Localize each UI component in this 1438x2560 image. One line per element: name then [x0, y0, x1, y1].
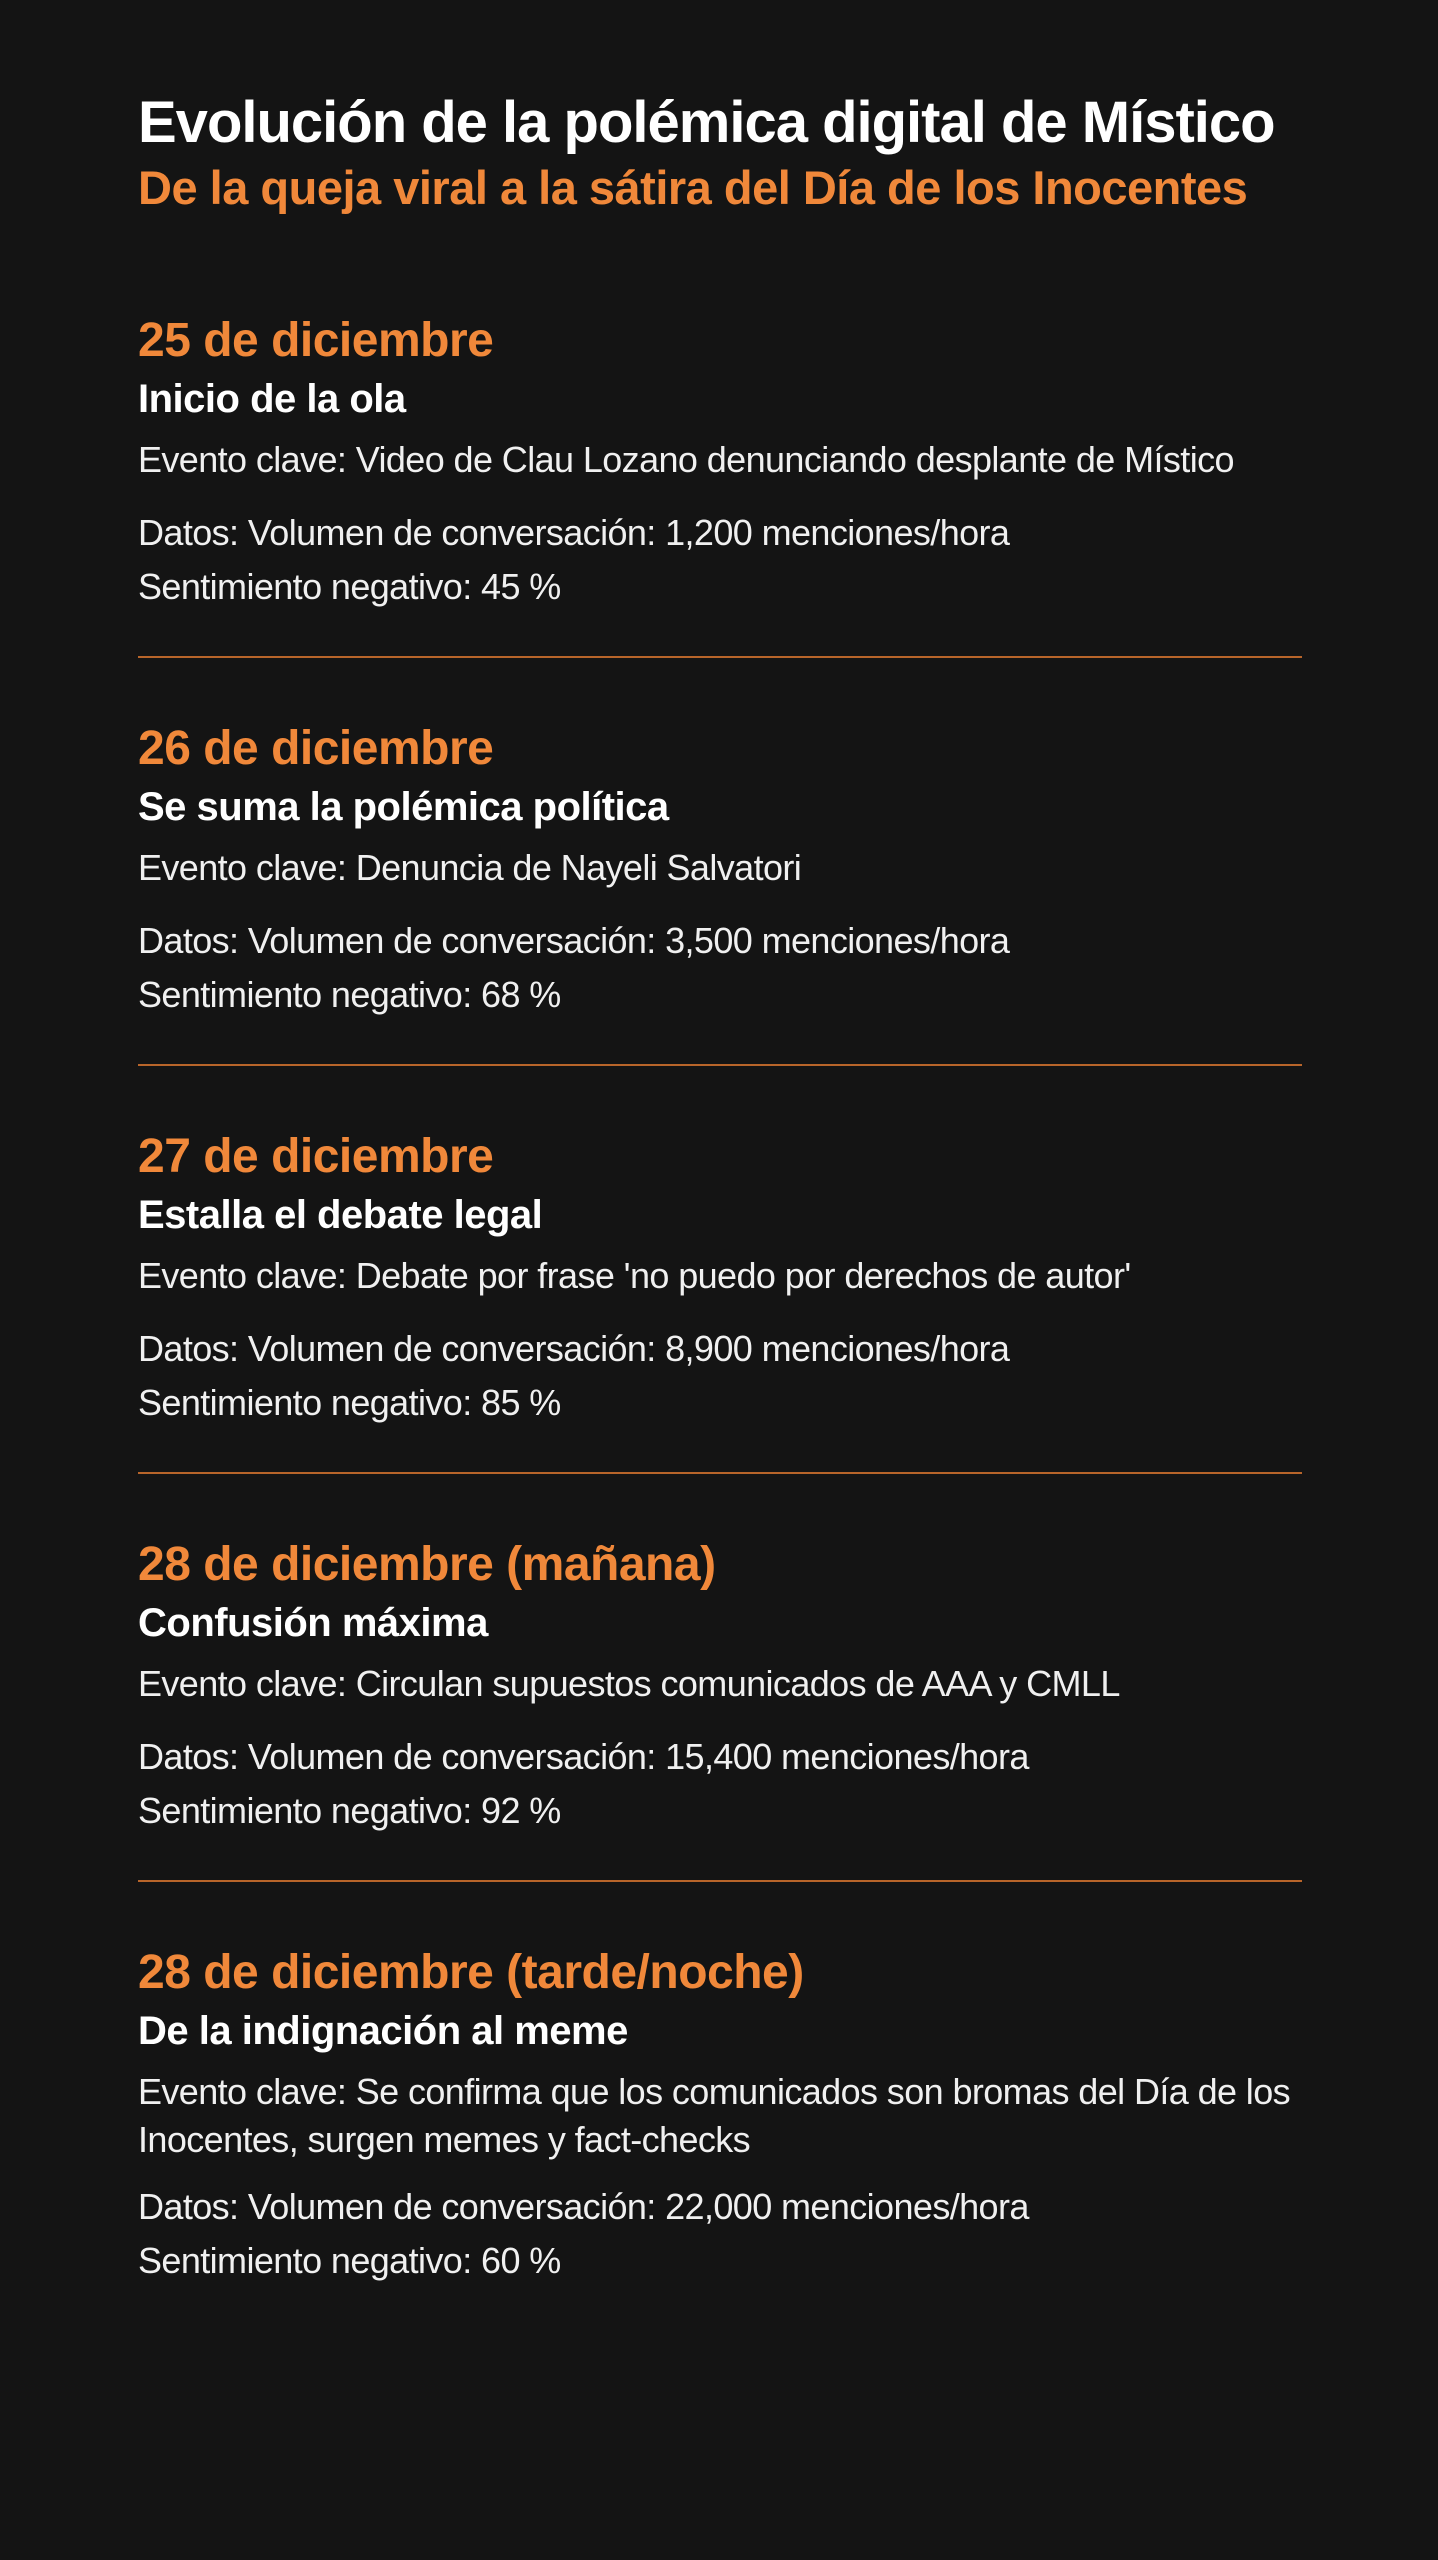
entry-date: 28 de diciembre (mañana)	[138, 1538, 716, 1591]
entry-data	[138, 2180, 1302, 2288]
entry-data	[138, 1322, 1302, 1430]
entry-volume: Datos: Volumen de conversación: 15,400 menciones/hora	[138, 1736, 1029, 1777]
timeline-entry-dec-28-evening	[138, 1944, 1302, 2288]
entry-key-event: Evento clave: Video de Clau Lozano denunciando desplante de Místico	[138, 439, 1234, 480]
timeline-divider	[138, 1472, 1302, 1474]
entry-volume: Datos: Volumen de conversación: 22,000 menciones/hora	[138, 2186, 1029, 2227]
entry-date: 27 de diciembre	[138, 1130, 494, 1183]
entry-headline: Inicio de la ola	[138, 377, 406, 421]
entry-volume: Datos: Volumen de conversación: 3,500 menciones/hora	[138, 920, 1010, 961]
entry-sentiment: Sentimiento negativo: 68 %	[138, 974, 561, 1015]
entry-volume: Datos: Volumen de conversación: 1,200 menciones/hora	[138, 512, 1010, 553]
entry-sentiment: Sentimiento negativo: 85 %	[138, 1382, 561, 1423]
entry-headline: Se suma la polémica política	[138, 785, 669, 829]
timeline-entry-dec-25	[138, 312, 1302, 656]
entry-sentiment: Sentimiento negativo: 60 %	[138, 2240, 561, 2281]
entry-date: 25 de diciembre	[138, 314, 494, 367]
timeline-divider	[138, 1064, 1302, 1066]
entry-date: 28 de diciembre (tarde/noche)	[138, 1946, 804, 1999]
timeline-divider	[138, 656, 1302, 658]
timeline-entry-dec-26	[138, 720, 1302, 1064]
entry-volume: Datos: Volumen de conversación: 8,900 menciones/hora	[138, 1328, 1010, 1369]
entry-data	[138, 1730, 1302, 1838]
entry-sentiment: Sentimiento negativo: 45 %	[138, 566, 561, 607]
timeline-divider	[138, 1880, 1302, 1882]
entry-headline: De la indignación al meme	[138, 2009, 628, 2053]
entry-headline: Estalla el debate legal	[138, 1193, 543, 1237]
entry-data	[138, 506, 1302, 614]
entry-date: 26 de diciembre	[138, 722, 494, 775]
entry-key-event: Evento clave: Debate por frase 'no puedo por derechos de autor'	[138, 1255, 1131, 1296]
page-title: Evolución de la polémica digital de Místico	[138, 90, 1275, 155]
entry-sentiment: Sentimiento negativo: 92 %	[138, 1790, 561, 1831]
timeline	[138, 312, 1302, 2288]
entry-key-event: Evento clave: Denuncia de Nayeli Salvatori	[138, 847, 802, 888]
entry-data	[138, 914, 1302, 1022]
entry-key-event: Evento clave: Se confirma que los comunicados son bromas del Día de los Inocentes, surgen memes y fact-checks	[138, 2071, 1291, 2160]
entry-key-event: Evento clave: Circulan supuestos comunicados de AAA y CMLL	[138, 1663, 1120, 1704]
entry-headline: Confusión máxima	[138, 1601, 488, 1645]
page-subtitle: De la queja viral a la sátira del Día de los Inocentes	[138, 161, 1248, 214]
timeline-entry-dec-27	[138, 1128, 1302, 1472]
timeline-entry-dec-28-morning	[138, 1536, 1302, 1880]
